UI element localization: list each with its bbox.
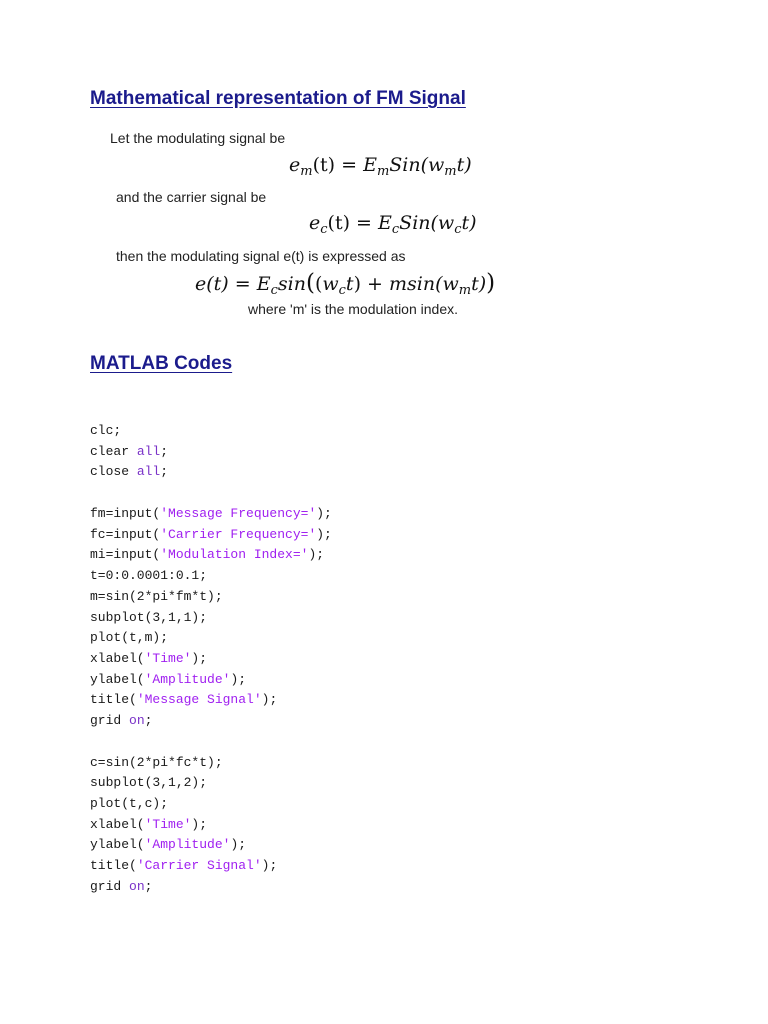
code-line xyxy=(90,628,332,649)
code-token: subplot(3,1,2); xyxy=(90,775,208,791)
code-token: plot(t,c); xyxy=(90,796,169,811)
code-token: ; xyxy=(144,878,153,894)
code-token: mi=input( xyxy=(90,547,161,563)
code-token: title( xyxy=(90,692,137,708)
code-token: xlabel( xyxy=(90,816,145,832)
code-token: ylabel( xyxy=(90,837,145,853)
code-token: t=0:0.0001:0.1; xyxy=(90,568,208,584)
code-string: 'Carrier Frequency=' xyxy=(160,526,317,542)
code-string: 'Carrier Signal' xyxy=(136,858,262,874)
code-blank-line xyxy=(90,732,332,753)
equation-modulating-signal: $e_m(t) = E_mSin(w_mt)$ xyxy=(289,154,472,179)
modulation-index-note: where 'm' is the modulation index. xyxy=(248,301,459,317)
intro-carrier-text: and the carrier signal be xyxy=(116,189,267,205)
code-token: ylabel( xyxy=(90,671,145,687)
code-token: plot(t,m); xyxy=(90,630,169,646)
code-blank-line xyxy=(90,483,332,504)
code-keyword: all xyxy=(136,443,161,459)
code-token: ; xyxy=(160,443,169,459)
equation-carrier-signal: $e_c(t) = E_cSin(w_ct)$ xyxy=(309,212,477,237)
code-line xyxy=(90,753,332,774)
code-line xyxy=(90,525,332,546)
code-token: ); xyxy=(316,526,332,542)
code-token: c=sin(2*pi*fc*t); xyxy=(90,754,223,770)
code-token: subplot(3,1,1); xyxy=(90,609,208,625)
code-line xyxy=(90,462,332,483)
code-line xyxy=(90,421,332,442)
code-token: ); xyxy=(191,650,208,666)
code-token: ); xyxy=(261,692,278,708)
code-line xyxy=(90,794,332,815)
code-line xyxy=(90,608,332,629)
equation-fm-signal: $e(t) = E_c\sin((w_ct) + msin(w_mt))$ xyxy=(195,270,496,298)
code-string: 'Amplitude' xyxy=(144,837,231,853)
intro-fm-text: then the modulating signal e(t) is expressed as xyxy=(116,248,406,264)
code-token: ); xyxy=(230,837,247,853)
code-token: fm=input( xyxy=(90,506,161,522)
code-line xyxy=(90,711,332,732)
code-string: 'Message Signal' xyxy=(136,692,262,708)
code-token: grid xyxy=(90,712,130,728)
code-string: 'Amplitude' xyxy=(144,671,231,687)
code-token: clc; xyxy=(90,423,122,438)
code-token: ); xyxy=(191,816,208,832)
section-heading-matlab: MATLAB Codes xyxy=(90,353,233,374)
code-line xyxy=(90,566,332,587)
code-line xyxy=(90,877,332,898)
code-token: xlabel( xyxy=(90,650,145,666)
code-token: fc=input( xyxy=(90,526,161,542)
code-string: 'Time' xyxy=(144,816,192,832)
code-string: 'Time' xyxy=(144,650,192,666)
code-line xyxy=(90,649,332,670)
code-token: m=sin(2*pi*fm*t); xyxy=(90,588,223,604)
code-line xyxy=(90,690,332,711)
code-line xyxy=(90,835,332,856)
code-keyword: all xyxy=(136,464,161,480)
code-token: close xyxy=(90,464,137,480)
intro-modulating-text: Let the modulating signal be xyxy=(110,130,286,146)
code-line xyxy=(90,773,332,794)
code-token: clear xyxy=(90,443,137,459)
code-line xyxy=(90,587,332,608)
code-string: 'Message Frequency=' xyxy=(160,506,317,522)
code-string: 'Modulation Index=' xyxy=(160,547,309,563)
code-line xyxy=(90,815,332,836)
code-token: grid xyxy=(90,878,130,894)
code-token: ); xyxy=(230,671,247,687)
code-token: title( xyxy=(90,858,137,874)
code-keyword: on xyxy=(129,878,145,894)
section-heading-fm: Mathematical representation of FM Signal xyxy=(90,88,466,109)
code-token: ; xyxy=(160,464,169,480)
code-line xyxy=(90,545,332,566)
code-token: ); xyxy=(261,858,278,874)
code-line xyxy=(90,856,332,877)
code-line xyxy=(90,504,332,525)
matlab-code-block xyxy=(90,421,332,897)
code-token: ); xyxy=(308,547,325,563)
code-line xyxy=(90,670,332,691)
code-line xyxy=(90,442,332,463)
code-token: ); xyxy=(316,506,332,522)
code-token: ; xyxy=(144,712,153,728)
code-keyword: on xyxy=(129,712,145,728)
